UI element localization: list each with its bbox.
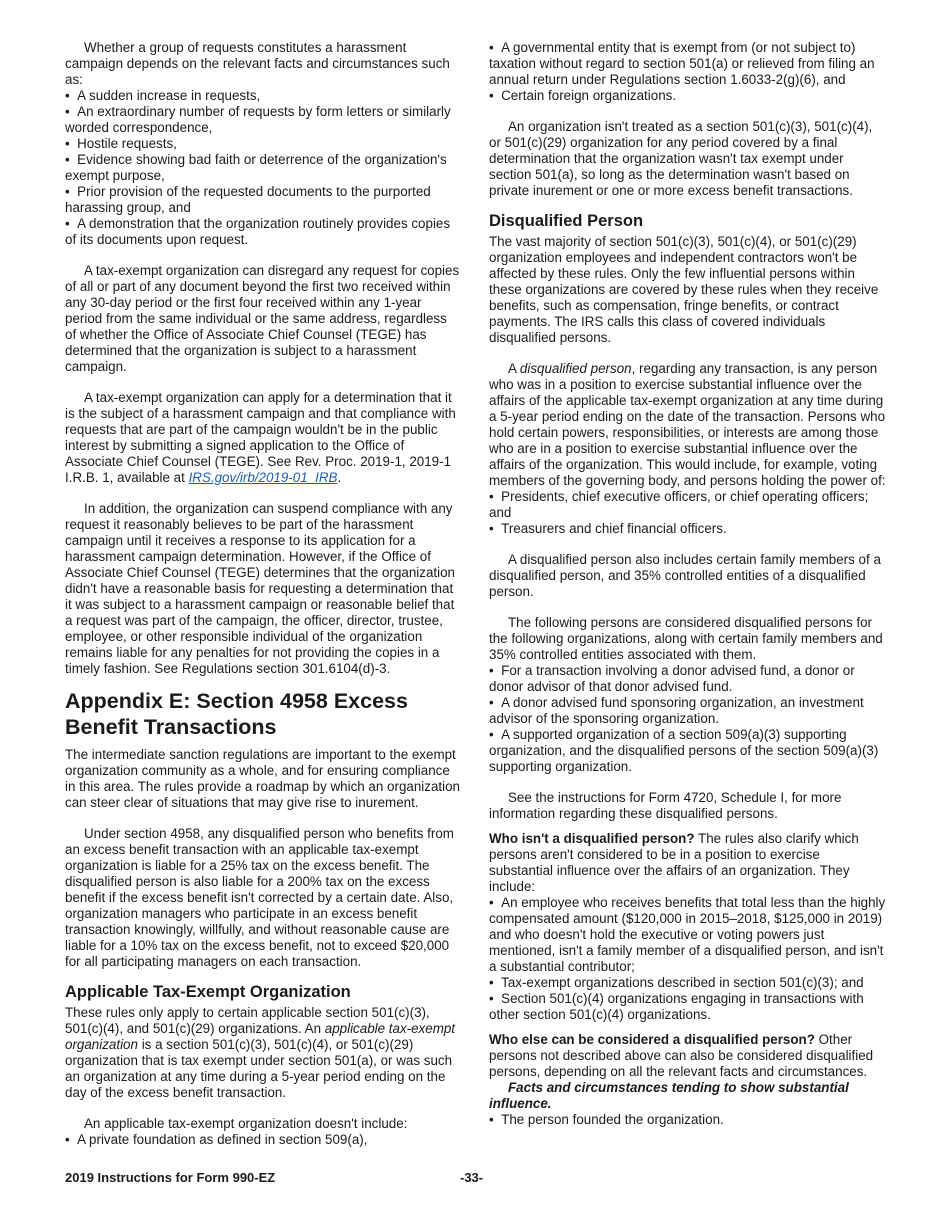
bullet-item: • Tax-exempt organizations described in section 501(c)(3); and xyxy=(489,975,886,991)
paragraph: The following persons are considered disqualified persons for the following organizations, along with certain family members and 35% controlled entities associated with them. xyxy=(489,615,883,662)
bullet-item: • A donor advised fund sponsoring organization, an investment advisor of the sponsoring organization. xyxy=(489,695,886,727)
paragraph xyxy=(489,1032,886,1080)
paragraph: An organization isn't treated as a section 501(c)(3), 501(c)(4), or 501(c)(29) organization for any period covered by a final determination that the organization wasn't tax exempt under section 501(a), so long as the determination wasn't based on private inurement or one or more excess benefit transactions. xyxy=(489,119,873,198)
left-column xyxy=(65,40,460,1148)
paragraph xyxy=(65,1005,460,1101)
paragraph xyxy=(489,361,886,489)
paragraph: An applicable tax-exempt organization doesn't include: xyxy=(84,1116,408,1131)
paragraph: Under section 4958, any disqualified person who benefits from an excess benefit transaction with an applicable tax-exempt organization is liable for a 25% tax on the excess benefit. The disqualified person is also liable for a 200% tax on the excess benefit if the excess benefit isn't corrected by a certain date. Also, organization managers who participate in an excess benefit transaction knowingly, willfully, and without reasonable cause are liable for a 10% tax on the excess benefit, not to exceed $20,000 for all participating managers on each transaction. xyxy=(65,826,454,969)
paragraph: See the instructions for Form 4720, Schedule I, for more information regarding these disqualified persons. xyxy=(489,790,842,821)
bullet-item: • A sudden increase in requests, xyxy=(65,88,460,104)
bullet-item: • Evidence showing bad faith or deterrence of the organization's exempt purpose, xyxy=(65,152,460,184)
right-column xyxy=(489,40,886,1128)
bullet-item: • Certain foreign organizations. xyxy=(489,88,886,104)
paragraph-text: . xyxy=(337,470,342,485)
section-heading: Applicable Tax-Exempt Organization xyxy=(65,983,351,1001)
irb-link[interactable]: IRS.gov/irb/2019-01_IRB xyxy=(188,470,338,485)
paragraph: Whether a group of requests constitutes a harassment campaign depends on the relevant facts and circumstances such as: xyxy=(65,40,450,87)
bullet-item: • Presidents, chief executive officers, or chief operating officers; and xyxy=(489,489,886,521)
paragraph xyxy=(65,390,460,486)
bullet-item: • A private foundation as defined in section 509(a), xyxy=(65,1132,460,1148)
bullet-item: • Treasurers and chief financial officers. xyxy=(489,521,886,537)
sub-heading: Facts and circumstances tending to show substantial influence. xyxy=(489,1080,849,1111)
bullet-item: • For a transaction involving a donor advised fund, a donor or donor advisor of that donor advised fund. xyxy=(489,663,886,695)
paragraph: The vast majority of section 501(c)(3), 501(c)(4), or 501(c)(29) organization employees and independent contractors won't be affected by these rules. Only the few influential persons within these organizations are covered by these rules when they receive benefits, such as compensation, fringe benefits, or contract payments. The IRS calls this class of covered individuals disqualified persons. xyxy=(489,234,879,345)
paragraph-text: A tax-exempt organization can apply for a determination that it is the subject of a harassment campaign and that compliance with requests that are part of the campaign wouldn't be in the public interest by submitting a signed application to the Office of Associate Chief Counsel (TEGE). See Rev. Proc. 2019-1, 2019-1 I.R.B. 1, available at xyxy=(65,390,456,485)
paragraph: A disqualified person also includes certain family members of a disqualified person, and 35% controlled entities of a disqualified person. xyxy=(489,552,881,599)
bullet-item: • A governmental entity that is exempt from (or not subject to) taxation without regard to section 501(a) or relieved from filing an annual return under Regulations section 1.6033-2(g)(6), and xyxy=(489,40,886,88)
footer-title: 2019 Instructions for Form 990-EZ xyxy=(65,1170,276,1185)
paragraph xyxy=(489,831,886,895)
question-label: Who else can be considered a disqualified person? xyxy=(489,1032,815,1047)
emphasis-term: disqualified person xyxy=(519,361,632,376)
paragraph-text: Other persons not described above can also be considered disqualified persons, depending on all the relevant facts and circumstances. xyxy=(489,1032,874,1079)
appendix-heading: Appendix E: Section 4958 Excess Benefit Transactions xyxy=(65,689,408,739)
emphasis-term: applicable tax-exempt organization xyxy=(65,1021,456,1052)
paragraph-text: These rules only apply to certain applicable section 501(c)(3), 501(c)(4), and 501(c)(29) organizations. An xyxy=(65,1005,430,1036)
bullet-item: • An extraordinary number of requests by form letters or similarly worded correspondence, xyxy=(65,104,460,136)
paragraph: The intermediate sanction regulations are important to the exempt organization community as a whole, and for ensuring compliance in this area. The rules provide a roadmap by which an organization can steer clear of situations that may give rise to inurement. xyxy=(65,747,461,810)
page-number: -33- xyxy=(460,1170,484,1185)
bullet-item: • Hostile requests, xyxy=(65,136,460,152)
paragraph-text: The rules also clarify which persons aren't considered to be in a position to exercise substantial influence over the affairs of an organization. They include: xyxy=(489,831,859,894)
paragraph-text: is a section 501(c)(3), 501(c)(4), or 501(c)(29) organization that is tax exempt under section 501(a), or was such an organization at any time during a 5-year period ending on the day of the excess benefit transaction. xyxy=(65,1037,453,1100)
bullet-item: • The person founded the organization. xyxy=(489,1112,886,1128)
bullet-item: • Section 501(c)(4) organizations engaging in transactions with other section 501(c)(4) organizations. xyxy=(489,991,886,1023)
paragraph: In addition, the organization can suspend compliance with any request it reasonably believes to be part of the harassment campaign until it receives a response to its application for a harassment campaign determination. However, if the Office of Associate Chief Counsel (TEGE) determines that the organization didn't have a reasonable basis for requesting a determination that it was subject to a harassment campaign or reasonable belief that a request was part of the campaign, the officer, director, trustee, employee, or other responsible individual of the organization remains liable for any penalties for not providing the copies in a timely fashion. See Regulations section 301.6104(d)-3. xyxy=(65,501,456,676)
bullet-item: • An employee who receives benefits that total less than the highly compensated amount ($120,000 in 2015–2018, $125,000 in 2019) and who doesn't hold the executive or voting powers just mentioned, isn't a family member of a disqualified person, and isn't a substantial contributor; xyxy=(489,895,886,975)
section-heading: Disqualified Person xyxy=(489,212,644,230)
paragraph-text: , regarding any transaction, is any person who was in a position to exercise substantial influence over the affairs of the applicable tax-exempt organization at any time during a 5-year period ending on the date of the transaction. Persons who hold certain powers, responsibilities, or interests are among those who are in a position to exercise substantial influence over the affairs of the organization. This would include, for example, voting members of the governing body, and persons holding the power of: xyxy=(489,361,886,488)
bullet-item: • A supported organization of a section 509(a)(3) supporting organization, and the disqualified persons of the section 509(a)(3) supporting organization. xyxy=(489,727,886,775)
bullet-item: • A demonstration that the organization routinely provides copies of its documents upon request. xyxy=(65,216,460,248)
bullet-item: • Prior provision of the requested documents to the purported harassing group, and xyxy=(65,184,460,216)
question-label: Who isn't a disqualified person? xyxy=(489,831,695,846)
paragraph-text: A xyxy=(508,361,520,376)
paragraph: A tax-exempt organization can disregard any request for copies of all or part of any document beyond the first two received within any 30-day period or the first four received within any 1-year period from the same individual or the same address, regardless of whether the Office of Associate Chief Counsel (TEGE) has determined that the organization is subject to a harassment campaign. xyxy=(65,263,460,374)
